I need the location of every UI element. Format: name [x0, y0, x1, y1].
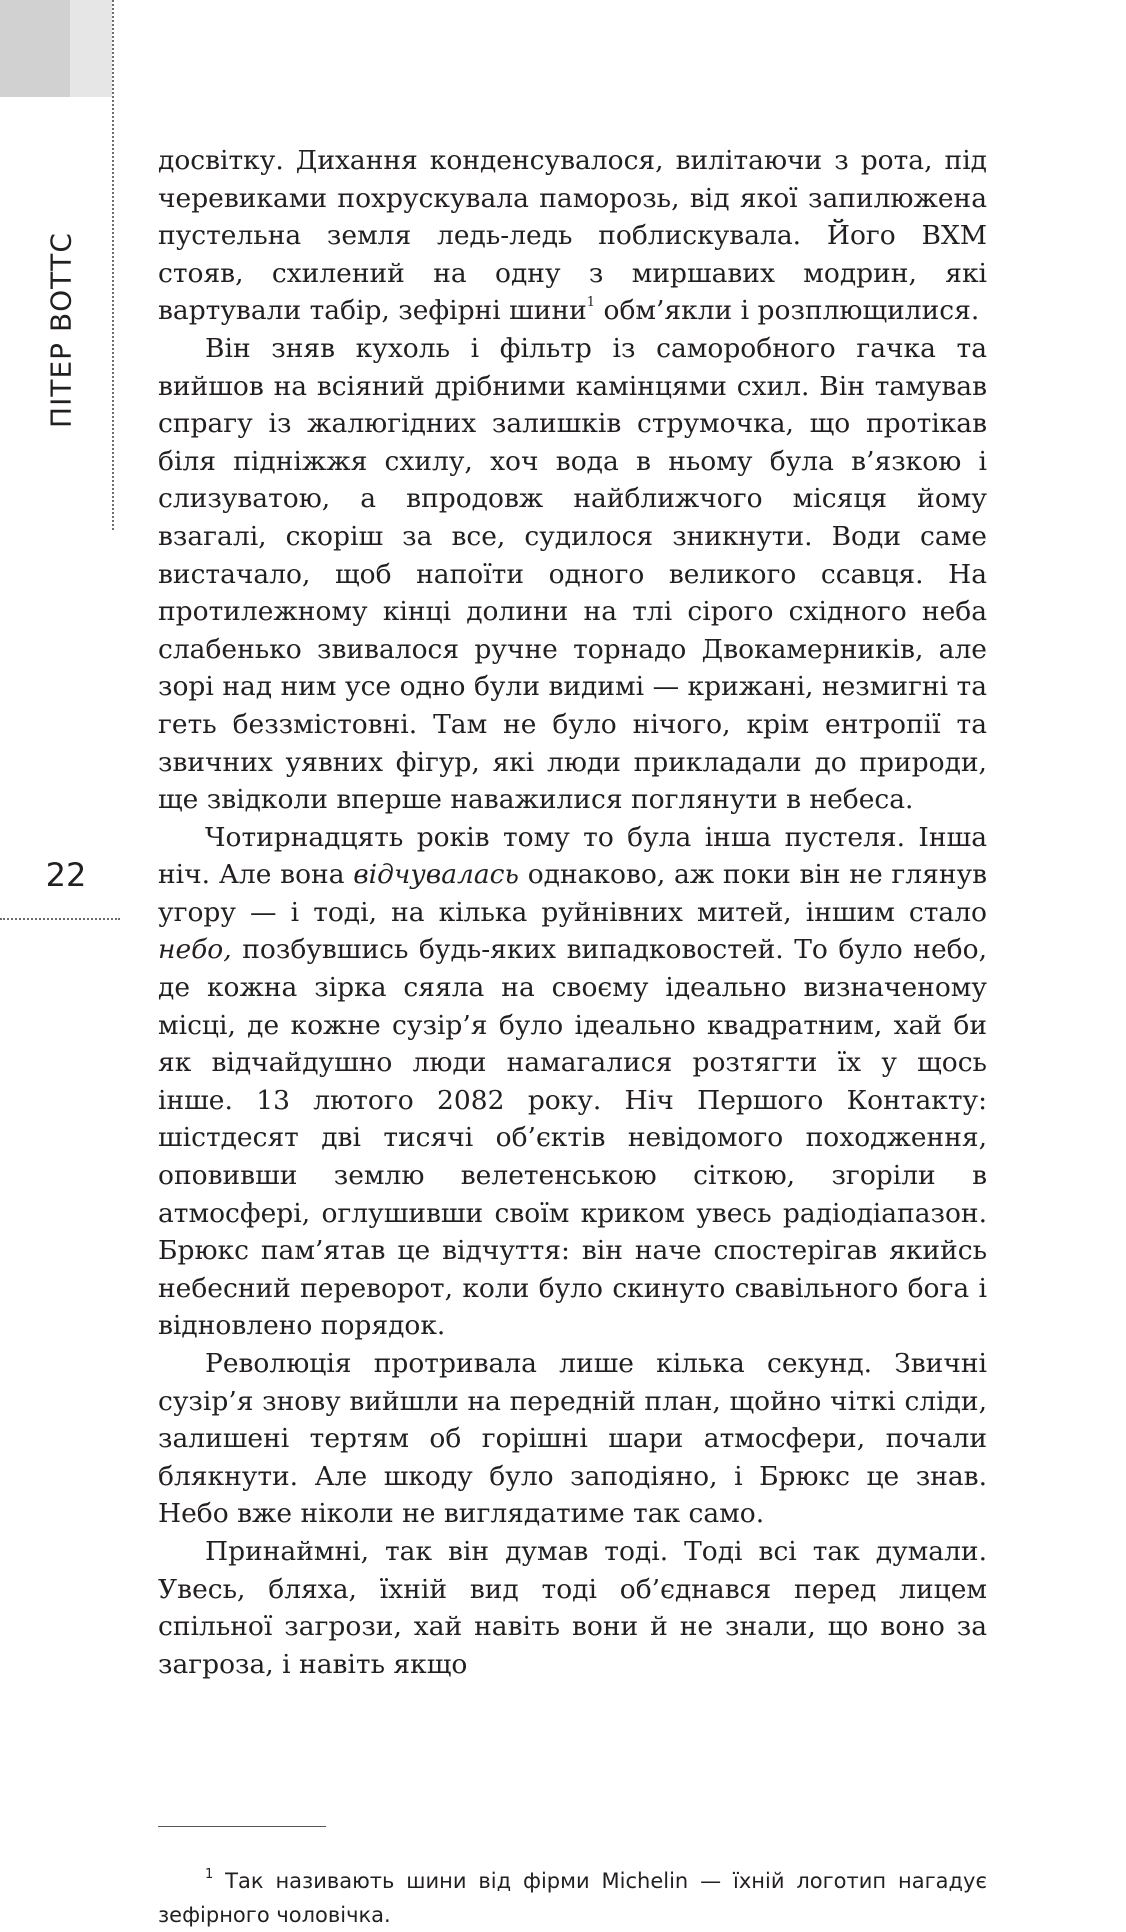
text-run: Принаймні, так він думав тоді. Тоді всі так думали. Увесь, бляха, їхній вид тоді об’єднався перед лицем спільної загрози, хай навіть вони й не знали, що воно за загроза, і навіть якщо — [158, 1535, 987, 1680]
emphasis: відчувалась — [353, 859, 519, 891]
text-run: Чотирнадцять років тому то була інша пустеля. Інша ніч. Але вона — [158, 821, 987, 891]
running-head-author: ПІТЕР ВОТТС — [44, 232, 78, 428]
footnote-body: Так називають шини від фірми Michelin — їхній логотип нагадує зефірного чоловічка. — [158, 1869, 987, 1927]
footnote-reference: 1 — [586, 295, 596, 311]
footnote-marker: 1 — [205, 1867, 214, 1882]
paragraph — [158, 819, 987, 1345]
paragraph — [158, 330, 987, 819]
corner-tab-dark — [0, 0, 70, 97]
paragraph — [158, 1533, 987, 1683]
footnote-separator — [158, 1826, 326, 1827]
text-run: Революція протривала лише кілька секунд. Звичні сузір’я знову вийшли на передній план, щойно чіткі сліди, залишені тертям об горішні шари атмосфери, почали блякнути. Але шкоду було заподіяно, і Брюкс це знав. Небо вже ніколи не виглядатиме так само. — [158, 1348, 987, 1530]
margin-dotted-rule-horizontal — [0, 918, 120, 920]
paragraph — [158, 1345, 987, 1533]
footnote-text — [158, 1864, 987, 1932]
text-run: Він зняв кухоль і фільтр із саморобного гачка та вийшов на всіяний дрібними камінцями схил. Він тамував спрагу із жалюгідних залишків струмочка, що протікав біля підніжжя схилу, хоч вода в ньому була в’язкою і слизуватою, а впродовж найближчого місяця йому взагалі, скоріш за все, судилося зникнути. Води саме вистачало, щоб напоїти одного великого ссавця. На протилежному кінці долини на тлі сірого східного неба слабенько звивалося ручне торнадо Двокамерників, але зорі над ним усе одно були видимі — крижані, незмигні та геть беззмістовні. Там не було нічого, крім ентропії та звичних уявних фігур, які люди прикладали до природи, ще звідколи вперше наважилися поглянути в небеса. — [158, 332, 987, 816]
body-text — [158, 142, 987, 1683]
paragraph — [158, 142, 987, 330]
margin-dotted-rule-vertical — [112, 0, 114, 530]
text-run: однаково, аж поки він не глянув угору — і тоді, на кілька руйнівних митей, іншим стало — [158, 859, 987, 928]
footnote — [158, 1864, 987, 1932]
text-run: обм’якли і розплющилися. — [595, 295, 980, 327]
emphasis: небо, — [158, 934, 232, 966]
text-run: досвітку. Дихання конденсувалося, вилітаючи з рота, під черевиками похрускувала паморозь, від якої запилюжена пустельна земля ледь-ледь поблискувала. Його ВХМ стояв, схилений на одну з миршавих модрин, які вартували табір, зефірні шини — [158, 145, 987, 327]
text-run: позбувшись будь-яких випадковостей. То було небо, де кожна зірка сяяла на своєму ідеально визначеному місці, де кожне сузір’я було ідеально квадратним, хай би як відчайдушно люди намагалися розтягти їх у щось інше. 13 лютого 2082 року. Ніч Першого Контакту: шістдесят дві тисячі об’єктів невідомого походження, оповивши землю велетенською сіткою, згоріли в атмосфері, оглушивши своїм криком увесь радіодіапазон. Брюкс пам’ятав це відчуття: він наче спостерігав якийсь небесний переворот, коли було скинуто свавільного бога і відновлено порядок. — [158, 934, 987, 1342]
page-number: 22 — [45, 856, 87, 894]
corner-tab-light — [70, 0, 112, 97]
